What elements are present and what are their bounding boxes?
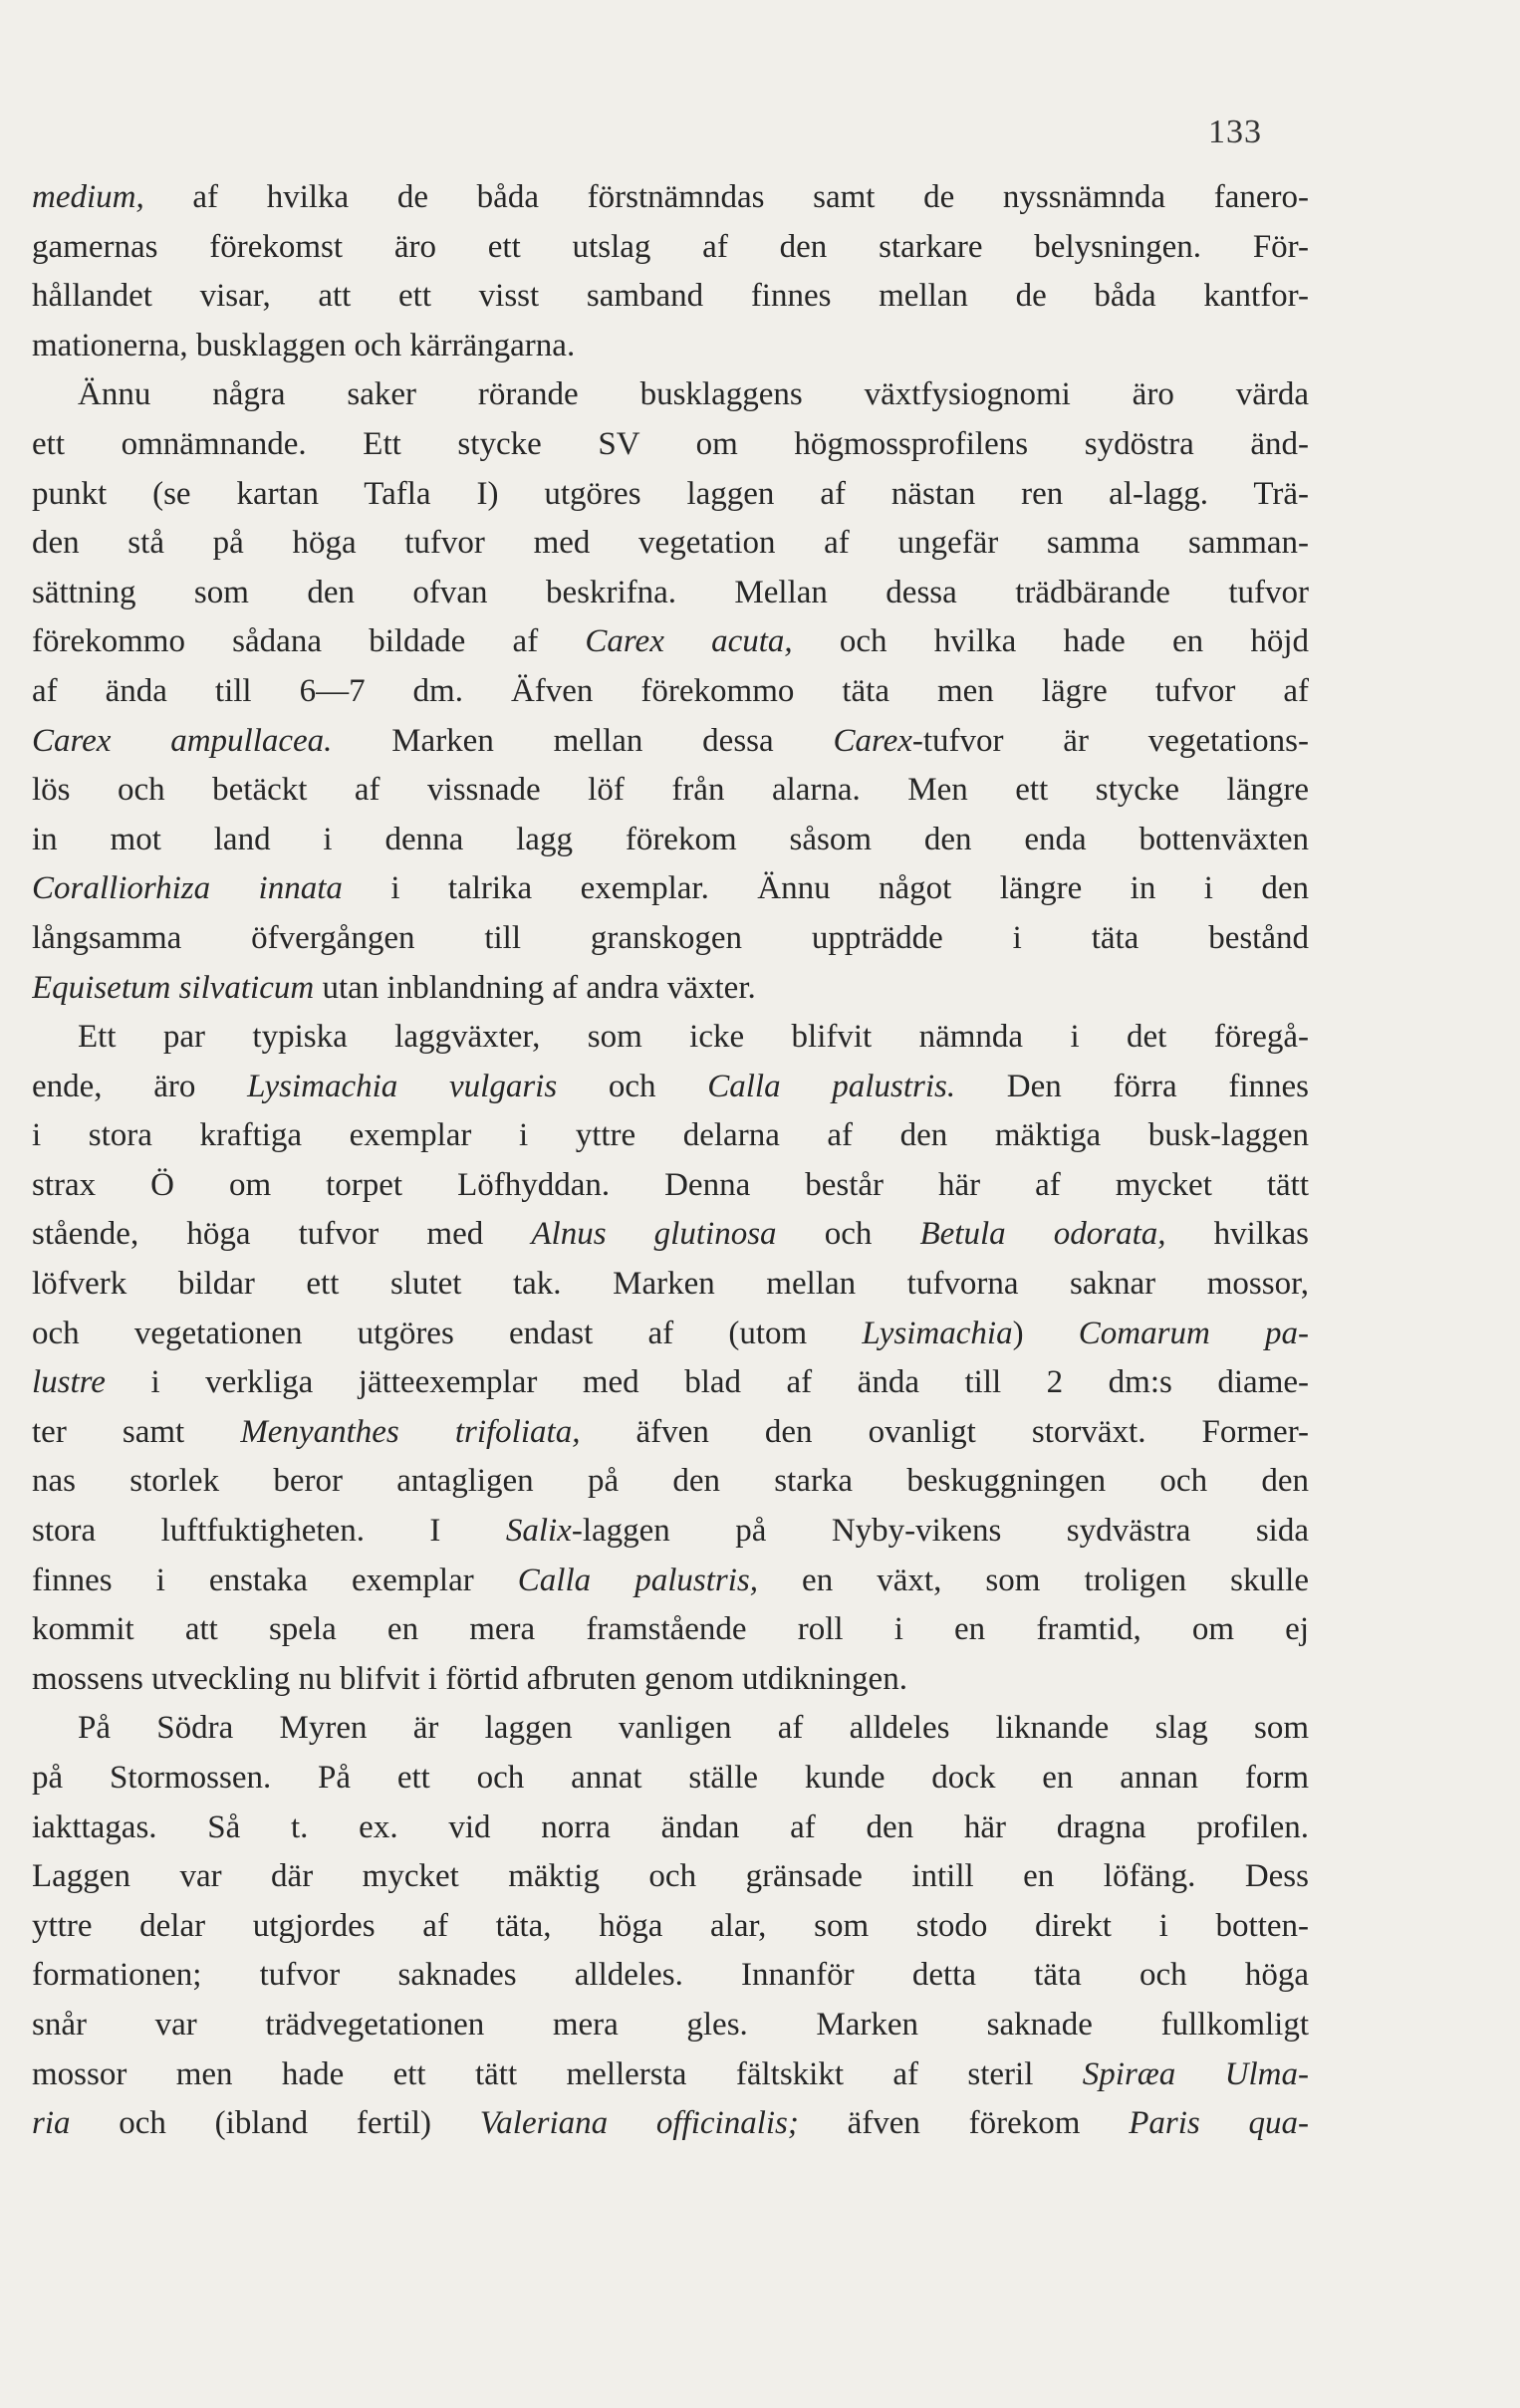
italic-text: Carex ampullacea. (32, 722, 333, 759)
italic-text: Coralliorhiza innata (32, 870, 343, 907)
italic-text: Calla palustris, (517, 1562, 758, 1598)
text-segment: punkt (se kartan Tafla I) utgöres laggen af nästan ren al-lagg. Trä- (32, 475, 1309, 512)
italic-text: Lysimachia vulgaris (247, 1068, 558, 1104)
text-segment: Ännu några saker rörande busklaggens växtfysiognomi äro värda (78, 376, 1309, 413)
text-segment: en växt, som troligen skulle (757, 1562, 1309, 1598)
text-line (32, 2050, 1309, 2100)
text-segment: formationen; tufvor saknades alldeles. Innanför detta täta och höga (32, 1957, 1309, 1994)
italic-text: lustre (32, 1364, 106, 1401)
text-segment: gamernas förekomst äro ett utslag af den starkare belysningen. För- (32, 228, 1309, 265)
text-segment: yttre delar utgjordes af täta, höga alar, som stodo direkt i botten- (32, 1907, 1309, 1944)
text-line (32, 964, 1309, 1014)
text-segment: mossens utveckling nu blifvit i förtid afbruten genom utdikningen. (32, 1660, 907, 1697)
text-line (32, 864, 1309, 914)
text-segment: -laggen på Nyby-vikens sydvästra sida (571, 1513, 1309, 1550)
italic-text: Carex acuta, (585, 623, 793, 660)
page-number: 133 (1208, 114, 1262, 150)
text-line (32, 1111, 1309, 1161)
text-segment: långsamma öfvergången till granskogen uppträdde i täta bestånd (32, 919, 1309, 956)
text-line (32, 272, 1309, 322)
text-line (32, 1457, 1309, 1507)
text-segment: finnes i enstaka exemplar (32, 1562, 518, 1598)
text-segment: kommit att spela en mera framstående roll i en framtid, om ej (32, 1611, 1309, 1648)
text-segment: på Stormossen. På ett och annat ställe kunde dock en annan form (32, 1760, 1309, 1796)
text-line (32, 816, 1309, 865)
text-segment: äfven den ovanligt storväxt. Former- (580, 1413, 1309, 1450)
text-segment: strax Ö om torpet Löfhyddan. Denna består här af mycket tätt (32, 1166, 1309, 1203)
text-line (32, 1358, 1309, 1408)
text-line (32, 1210, 1309, 1260)
text-line (32, 2001, 1309, 2050)
text-line (32, 1951, 1309, 2001)
text-line (32, 2099, 1309, 2149)
text-segment: lös och betäckt af vissnade löf från alarna. Men ett stycke längre (32, 772, 1309, 809)
italic-text: Equisetum silvaticum (32, 969, 315, 1006)
text-segment: -tufvor är vegetations- (911, 722, 1309, 759)
text-segment: Den förra finnes (955, 1068, 1309, 1104)
text-segment: utan inblandning af andra växter. (314, 969, 756, 1006)
text-line (32, 1507, 1309, 1557)
text-line (32, 1804, 1309, 1853)
text-line (32, 569, 1309, 618)
text-segment: i stora kraftiga exemplar i yttre delarna af den mäktiga busk-laggen (32, 1117, 1309, 1154)
italic-text: Betula odorata, (919, 1216, 1166, 1253)
text-segment: nas storlek beror antagligen på den starka beskuggningen och den (32, 1463, 1309, 1500)
italic-text: Paris qua- (1129, 2105, 1309, 2142)
text-segment: sättning som den ofvan beskrifna. Mellan dessa trädbärande tufvor (32, 574, 1309, 610)
text-line (32, 1902, 1309, 1952)
text-segment: ende, äro (32, 1068, 248, 1104)
italic-text: Valeriana officinalis; (479, 2105, 799, 2142)
text-line (32, 617, 1309, 667)
text-segment: in mot land i denna lagg förekom såsom den enda bottenväxten (32, 821, 1309, 857)
italic-text: Lysimachia (862, 1315, 1013, 1351)
text-line (32, 1852, 1309, 1902)
text-segment: ) (1012, 1315, 1079, 1351)
text-line (32, 1754, 1309, 1804)
text-segment: förekommo sådana bildade af (32, 623, 586, 660)
text-line (32, 914, 1309, 964)
text-segment: ett omnämnande. Ett stycke SV om högmossprofilens sydöstra änd- (32, 425, 1309, 462)
text-line (32, 1063, 1309, 1112)
text-line (32, 519, 1309, 569)
text-line (32, 1605, 1309, 1655)
italic-text: ria (32, 2105, 71, 2142)
text-segment: hållandet visar, att ett visst samband finnes mellan de båda kantfor- (32, 278, 1309, 315)
text-segment: stora luftfuktigheten. I (32, 1513, 506, 1550)
text-segment: iakttagas. Så t. ex. vid norra ändan af den här dragna profilen. (32, 1808, 1309, 1845)
text-line (32, 173, 1309, 223)
text-line (32, 766, 1309, 816)
text-segment: och (ibland fertil) (70, 2105, 480, 2142)
text-segment: Marken mellan dessa (332, 722, 834, 759)
text-line (32, 1260, 1309, 1310)
text-segment: äfven förekom (798, 2105, 1130, 2142)
text-segment: och (776, 1216, 920, 1253)
text-segment: af ända till 6—7 dm. Äfven förekommo täta men lägre tufvor af (32, 672, 1309, 709)
text-line (32, 667, 1309, 717)
text-line (32, 223, 1309, 273)
text-segment: löfverk bildar ett slutet tak. Marken mellan tufvorna saknar mossor, (32, 1266, 1309, 1303)
italic-text: Spiræa Ulma- (1082, 2055, 1309, 2092)
italic-text: Salix (505, 1513, 572, 1550)
text-segment: den stå på höga tufvor med vegetation af ungefär samma samman- (32, 525, 1309, 562)
italic-text: Menyanthes trifoliata, (240, 1413, 581, 1450)
text-line (32, 1557, 1309, 1606)
text-segment: och hvilka hade en höjd (792, 623, 1309, 660)
text-segment: På Södra Myren är laggen vanligen af alldeles liknande slag som (78, 1710, 1309, 1747)
text-segment: och vegetationen utgöres endast af (utom (32, 1315, 863, 1351)
text-segment: hvilkas (1165, 1216, 1309, 1253)
italic-text: Comarum pa- (1078, 1315, 1309, 1351)
text-segment: i verkliga jätteexemplar med blad af ända till 2 dm:s diame- (105, 1364, 1309, 1401)
text-segment: Laggen var där mycket mäktig och gränsade intill en löfäng. Dess (32, 1858, 1309, 1895)
text-segment: Ett par typiska laggväxter, som icke blifvit nämnda i det föregå- (78, 1019, 1309, 1056)
text-segment: mossor men hade ett tätt mellersta fältskikt af steril (32, 2055, 1083, 2092)
text-line (32, 1161, 1309, 1211)
text-segment: af hvilka de båda förstnämndas samt de nyssnämnda fanero- (143, 179, 1309, 215)
text-line (32, 1655, 1309, 1705)
text-line (32, 1704, 1309, 1754)
text-segment: i talrika exemplar. Ännu något längre in i den (342, 870, 1309, 907)
text-segment: och (557, 1068, 708, 1104)
body-text (32, 173, 1309, 2149)
text-line (32, 717, 1309, 767)
text-line (32, 420, 1309, 470)
text-segment: ter samt (32, 1413, 241, 1450)
text-line (32, 470, 1309, 520)
text-line (32, 1408, 1309, 1458)
text-segment: stående, höga tufvor med (32, 1216, 532, 1253)
text-segment: snår var trädvegetationen mera gles. Marken saknade fullkomligt (32, 2006, 1309, 2043)
italic-text: Calla palustris. (707, 1068, 956, 1104)
italic-text: Alnus glutinosa (531, 1216, 777, 1253)
italic-text: Carex (833, 722, 912, 759)
text-line (32, 322, 1309, 371)
text-line (32, 1013, 1309, 1063)
italic-text: medium, (32, 179, 144, 215)
text-line (32, 1310, 1309, 1359)
text-line (32, 370, 1309, 420)
text-segment: mationerna, busklaggen och kärrängarna. (32, 327, 576, 363)
